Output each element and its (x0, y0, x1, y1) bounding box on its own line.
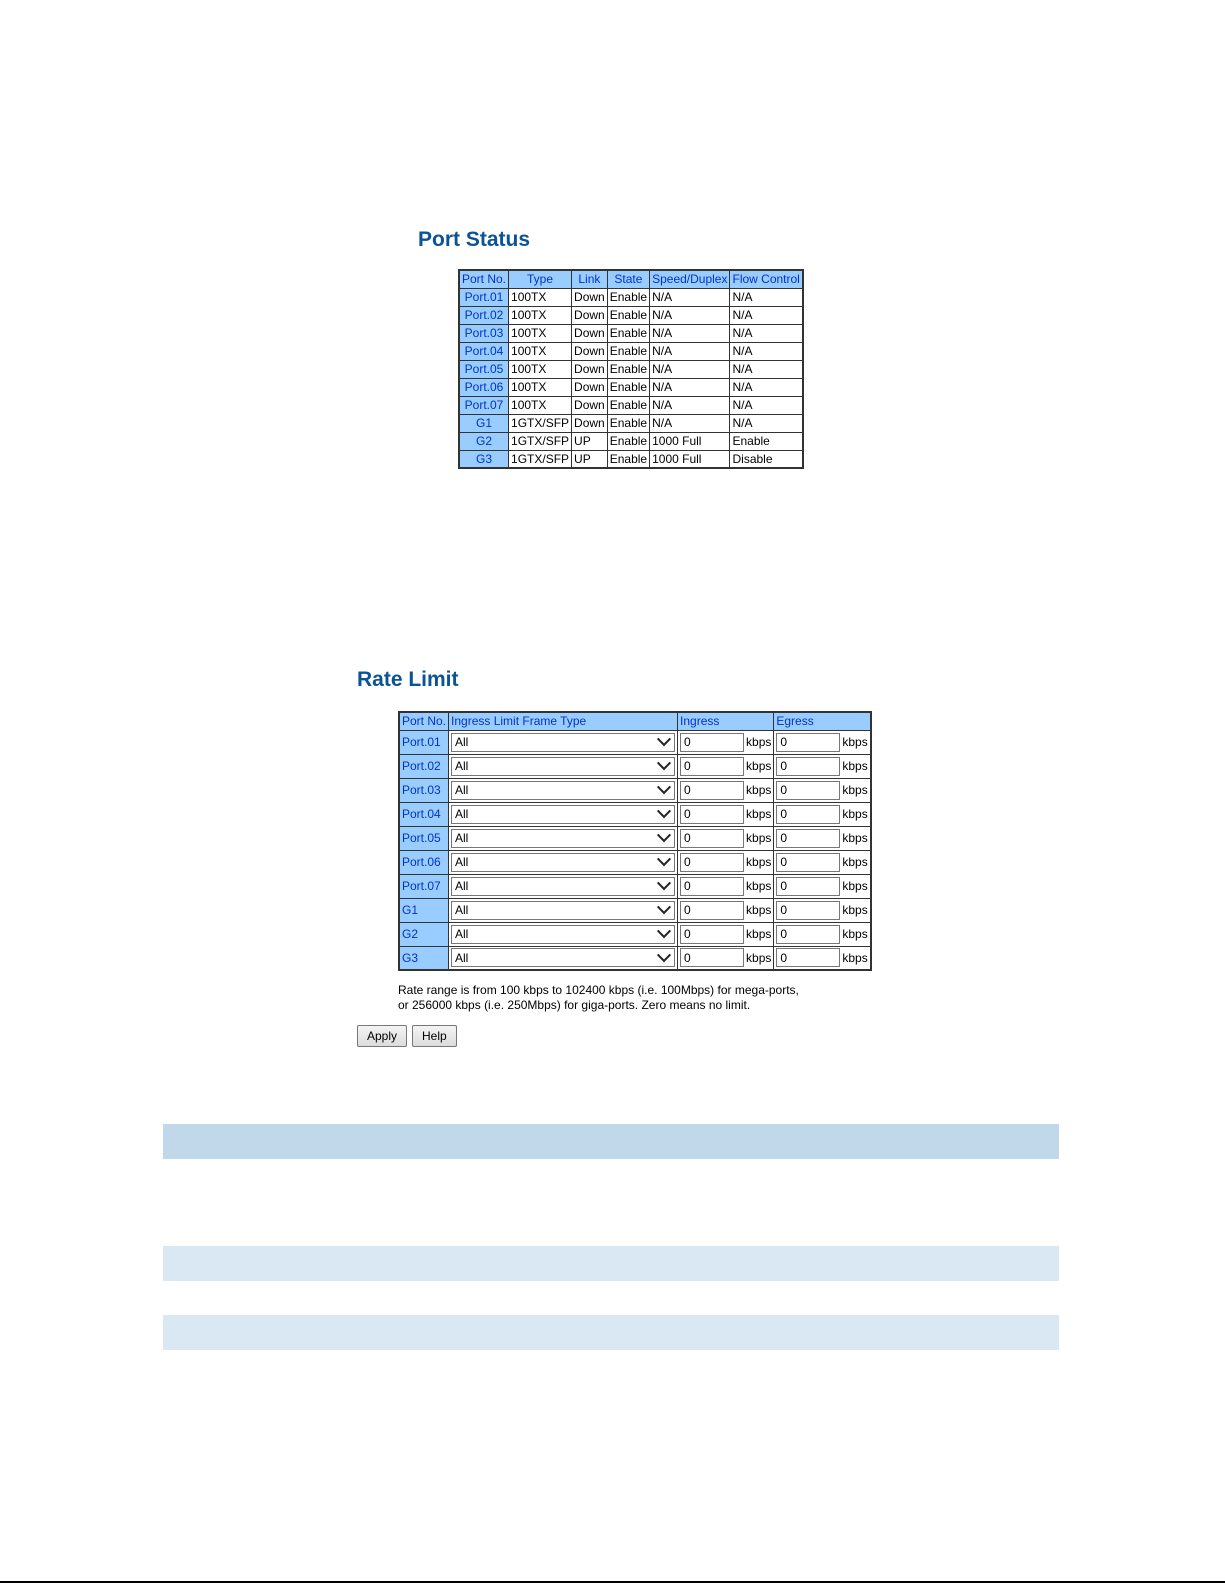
col-egress: Egress (774, 712, 871, 730)
table-row (399, 826, 871, 850)
port-no-cell: Port.01 (459, 288, 509, 306)
egress-unit: kbps (842, 759, 868, 773)
chevron-down-icon (657, 732, 671, 746)
table-row (459, 432, 803, 450)
flow-control-cell: Disable (730, 450, 803, 468)
ingress-unit: kbps (746, 950, 772, 965)
ingress-cell (678, 826, 774, 850)
ingress-input[interactable]: 0 (680, 805, 744, 824)
port-no-cell: Port.05 (459, 360, 509, 378)
port-status-header-row (459, 270, 803, 288)
flow-control-cell: N/A (730, 360, 803, 378)
port-no-cell: Port.01 (399, 730, 449, 754)
ingress-input[interactable]: 0 (680, 781, 744, 800)
link-cell: UP (572, 432, 608, 450)
ingress-unit: kbps (746, 807, 772, 821)
egress-cell (774, 898, 871, 922)
egress-cell (774, 946, 871, 970)
col-frame-type: Ingress Limit Frame Type (449, 712, 678, 730)
table-row (399, 946, 871, 970)
frame-type-value: All (455, 879, 469, 893)
type-cell: 100TX (509, 324, 572, 342)
type-cell: 100TX (509, 288, 572, 306)
table-row (459, 288, 803, 306)
ingress-cell (678, 802, 774, 826)
speed-duplex-cell: N/A (650, 342, 730, 360)
table-row (399, 874, 871, 898)
state-cell: Enable (607, 360, 649, 378)
port-no-cell: Port.07 (399, 874, 449, 898)
chevron-down-icon (657, 780, 671, 794)
ingress-input[interactable]: 0 (680, 925, 744, 944)
frame-type-value: All (455, 855, 469, 869)
table-row (459, 342, 803, 360)
port-no-cell: Port.04 (399, 802, 449, 826)
port-no-cell: G1 (399, 898, 449, 922)
help-button[interactable]: Help (412, 1025, 457, 1047)
egress-cell (774, 778, 871, 802)
table-row (399, 730, 871, 754)
frame-type-select[interactable] (451, 733, 675, 752)
table-row (399, 850, 871, 874)
table-row (399, 898, 871, 922)
link-cell: Down (572, 378, 608, 396)
egress-unit: kbps (842, 855, 868, 869)
frame-type-value: All (455, 759, 469, 773)
ingress-cell (678, 874, 774, 898)
chevron-down-icon (657, 756, 671, 770)
link-cell: Down (572, 342, 608, 360)
type-cell: 1GTX/SFP (509, 450, 572, 468)
type-cell: 100TX (509, 360, 572, 378)
ingress-input[interactable]: 0 (680, 853, 744, 872)
table-row (399, 802, 871, 826)
ingress-cell (678, 898, 774, 922)
ingress-input[interactable]: 0 (680, 829, 744, 848)
ingress-cell (678, 754, 774, 778)
footer-divider (0, 1581, 1225, 1583)
frame-type-select[interactable] (451, 757, 675, 776)
frame-type-select[interactable] (451, 948, 675, 967)
frame-type-value: All (455, 807, 469, 821)
flow-control-cell: N/A (730, 342, 803, 360)
egress-input[interactable]: 0 (776, 877, 840, 896)
frame-type-value: All (455, 950, 469, 965)
ingress-unit: kbps (746, 903, 772, 917)
table-band-dark (163, 1124, 1059, 1159)
ingress-unit: kbps (746, 735, 772, 749)
egress-unit: kbps (842, 831, 868, 845)
table-row (459, 306, 803, 324)
type-cell: 100TX (509, 306, 572, 324)
frame-type-cell (449, 850, 678, 874)
egress-input[interactable]: 0 (776, 733, 840, 752)
flow-control-cell: N/A (730, 324, 803, 342)
egress-input[interactable]: 0 (776, 781, 840, 800)
frame-type-select[interactable] (451, 853, 675, 872)
type-cell: 1GTX/SFP (509, 432, 572, 450)
ingress-input[interactable]: 0 (680, 757, 744, 776)
speed-duplex-cell: N/A (650, 288, 730, 306)
egress-cell (774, 730, 871, 754)
col-speed-duplex: Speed/Duplex (650, 270, 730, 288)
frame-type-value: All (455, 927, 469, 941)
frame-type-select[interactable] (451, 877, 675, 896)
table-band-light (163, 1246, 1059, 1281)
table-row (399, 778, 871, 802)
frame-type-cell (449, 898, 678, 922)
port-no-cell: Port.06 (399, 850, 449, 874)
egress-input[interactable]: 0 (776, 948, 840, 967)
frame-type-select[interactable] (451, 829, 675, 848)
state-cell: Enable (607, 414, 649, 432)
egress-input[interactable]: 0 (776, 901, 840, 920)
frame-type-select[interactable] (451, 901, 675, 920)
rate-range-note-line1: Rate range is from 100 kbps to 102400 kbps (i.e. 100Mbps) for mega-ports, (398, 983, 799, 997)
ingress-input[interactable]: 0 (680, 877, 744, 896)
frame-type-cell (449, 730, 678, 754)
col-port-no: Port No. (459, 270, 509, 288)
state-cell: Enable (607, 378, 649, 396)
egress-cell (774, 922, 871, 946)
egress-input[interactable]: 0 (776, 757, 840, 776)
frame-type-select[interactable] (451, 925, 675, 944)
ingress-unit: kbps (746, 783, 772, 797)
egress-unit: kbps (842, 927, 868, 941)
table-row (399, 922, 871, 946)
egress-unit: kbps (842, 807, 868, 821)
port-status-table (458, 269, 804, 469)
flow-control-cell: N/A (730, 378, 803, 396)
ingress-cell (678, 850, 774, 874)
ingress-unit: kbps (746, 831, 772, 845)
chevron-down-icon (657, 924, 671, 938)
table-row (459, 396, 803, 414)
state-cell: Enable (607, 306, 649, 324)
frame-type-value: All (455, 783, 469, 797)
frame-type-value: All (455, 903, 469, 917)
chevron-down-icon (657, 828, 671, 842)
egress-cell (774, 850, 871, 874)
state-cell: Enable (607, 342, 649, 360)
frame-type-cell (449, 802, 678, 826)
port-no-cell: G2 (459, 432, 509, 450)
col-state: State (607, 270, 649, 288)
frame-type-value: All (455, 831, 469, 845)
state-cell: Enable (607, 432, 649, 450)
port-no-cell: G1 (459, 414, 509, 432)
ingress-unit: kbps (746, 927, 772, 941)
port-no-cell: Port.02 (459, 306, 509, 324)
egress-cell (774, 754, 871, 778)
port-no-cell: Port.05 (399, 826, 449, 850)
link-cell: Down (572, 414, 608, 432)
ingress-unit: kbps (746, 879, 772, 893)
frame-type-cell (449, 826, 678, 850)
egress-input[interactable]: 0 (776, 805, 840, 824)
egress-unit: kbps (842, 735, 868, 749)
ingress-unit: kbps (746, 759, 772, 773)
type-cell: 1GTX/SFP (509, 414, 572, 432)
port-no-cell: Port.03 (399, 778, 449, 802)
frame-type-cell (449, 922, 678, 946)
egress-unit: kbps (842, 783, 868, 797)
speed-duplex-cell: N/A (650, 360, 730, 378)
col-type: Type (509, 270, 572, 288)
speed-duplex-cell: N/A (650, 378, 730, 396)
port-no-cell: G3 (459, 450, 509, 468)
flow-control-cell: N/A (730, 288, 803, 306)
frame-type-select[interactable] (451, 781, 675, 800)
chevron-down-icon (657, 900, 671, 914)
speed-duplex-cell: N/A (650, 324, 730, 342)
frame-type-select[interactable] (451, 805, 675, 824)
port-status-title: Port Status (418, 228, 531, 251)
type-cell: 100TX (509, 396, 572, 414)
flow-control-cell: N/A (730, 396, 803, 414)
rate-limit-header-row (399, 712, 871, 730)
col-port-no: Port No. (399, 712, 449, 730)
ingress-input[interactable]: 0 (680, 733, 744, 752)
table-row (459, 414, 803, 432)
link-cell: UP (572, 450, 608, 468)
link-cell: Down (572, 396, 608, 414)
state-cell: Enable (607, 324, 649, 342)
ingress-cell (678, 778, 774, 802)
port-no-cell: Port.06 (459, 378, 509, 396)
link-cell: Down (572, 360, 608, 378)
speed-duplex-cell: N/A (650, 414, 730, 432)
chevron-down-icon (657, 876, 671, 890)
ingress-cell (678, 946, 774, 970)
rate-limit-table (398, 711, 872, 971)
table-row (459, 378, 803, 396)
frame-type-cell (449, 778, 678, 802)
table-band-light (163, 1315, 1059, 1350)
rate-limit-title: Rate Limit (357, 668, 459, 691)
flow-control-cell: N/A (730, 306, 803, 324)
table-row (459, 450, 803, 468)
table-row (459, 324, 803, 342)
rate-range-note (398, 983, 799, 1013)
flow-control-cell: N/A (730, 414, 803, 432)
port-no-cell: G2 (399, 922, 449, 946)
egress-unit: kbps (842, 950, 868, 965)
egress-cell (774, 826, 871, 850)
chevron-down-icon (657, 948, 671, 962)
rate-range-note-line2: or 256000 kbps (i.e. 250Mbps) for giga-ports. Zero means no limit. (398, 998, 751, 1012)
egress-unit: kbps (842, 903, 868, 917)
col-ingress: Ingress (678, 712, 774, 730)
table-row (399, 754, 871, 778)
port-no-cell: G3 (399, 946, 449, 970)
frame-type-cell (449, 874, 678, 898)
chevron-down-icon (657, 852, 671, 866)
link-cell: Down (572, 306, 608, 324)
state-cell: Enable (607, 450, 649, 468)
col-flow-control: Flow Control (730, 270, 803, 288)
ingress-cell (678, 922, 774, 946)
egress-cell (774, 802, 871, 826)
egress-cell (774, 874, 871, 898)
link-cell: Down (572, 324, 608, 342)
apply-button[interactable]: Apply (357, 1025, 407, 1047)
state-cell: Enable (607, 288, 649, 306)
port-no-cell: Port.07 (459, 396, 509, 414)
egress-unit: kbps (842, 879, 868, 893)
ingress-unit: kbps (746, 855, 772, 869)
egress-input[interactable]: 0 (776, 925, 840, 944)
frame-type-cell (449, 946, 678, 970)
speed-duplex-cell: 1000 Full (650, 450, 730, 468)
frame-type-value: All (455, 735, 469, 749)
port-no-cell: Port.03 (459, 324, 509, 342)
flow-control-cell: Enable (730, 432, 803, 450)
speed-duplex-cell: 1000 Full (650, 432, 730, 450)
port-no-cell: Port.04 (459, 342, 509, 360)
type-cell: 100TX (509, 378, 572, 396)
col-link: Link (572, 270, 608, 288)
ingress-input[interactable]: 0 (680, 901, 744, 920)
link-cell: Down (572, 288, 608, 306)
speed-duplex-cell: N/A (650, 306, 730, 324)
state-cell: Enable (607, 396, 649, 414)
frame-type-cell (449, 754, 678, 778)
ingress-input[interactable]: 0 (680, 948, 744, 967)
egress-input[interactable]: 0 (776, 829, 840, 848)
ingress-cell (678, 730, 774, 754)
speed-duplex-cell: N/A (650, 396, 730, 414)
chevron-down-icon (657, 804, 671, 818)
egress-input[interactable]: 0 (776, 853, 840, 872)
type-cell: 100TX (509, 342, 572, 360)
table-row (459, 360, 803, 378)
port-no-cell: Port.02 (399, 754, 449, 778)
